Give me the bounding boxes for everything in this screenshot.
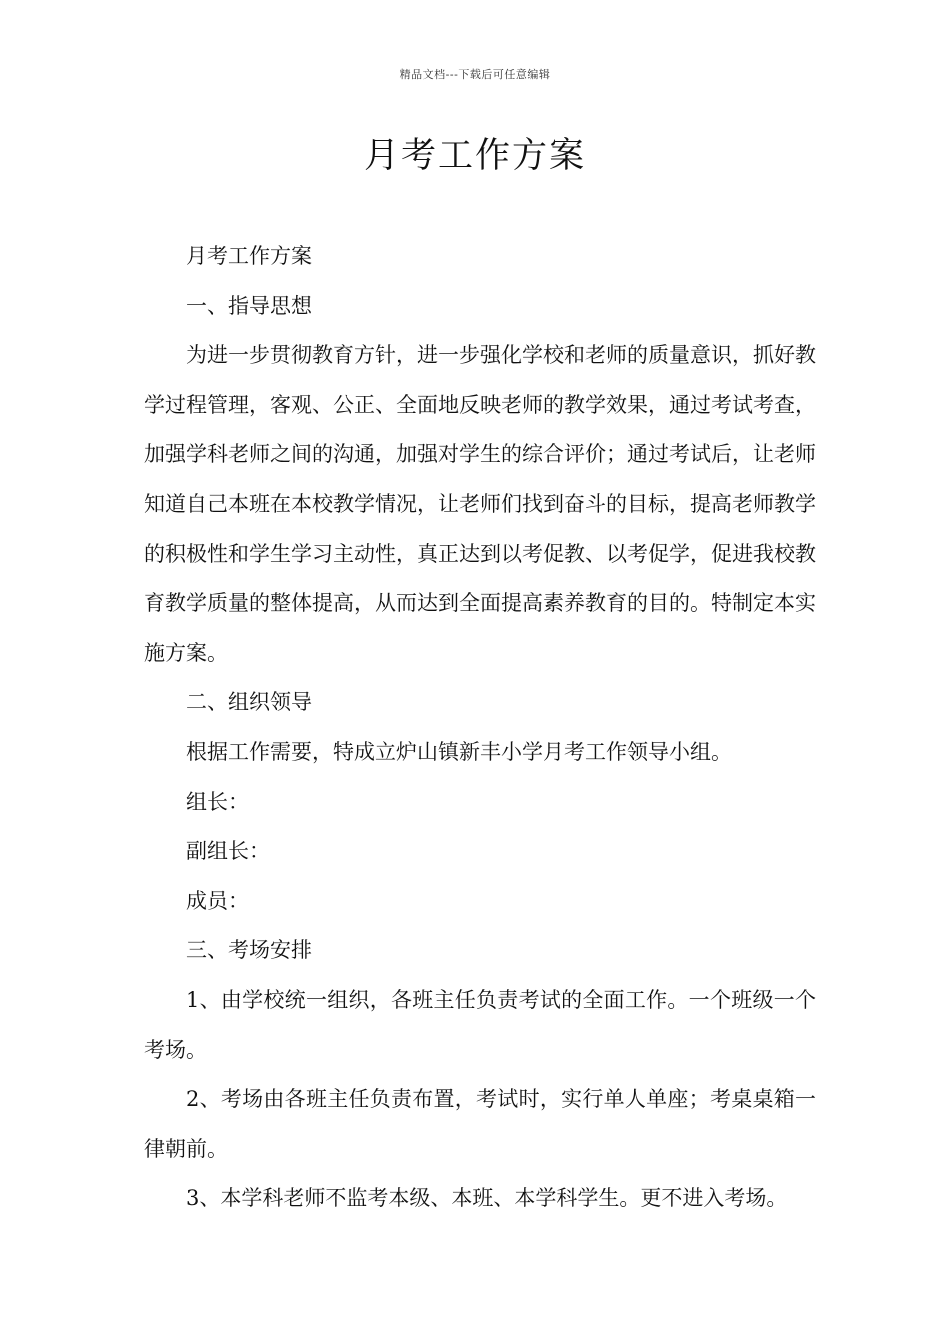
header-note: 精品文档---下载后可任意编辑 bbox=[399, 68, 551, 81]
paragraph-group-leader: 组长： bbox=[186, 789, 249, 814]
section-heading-guiding-idea: 一、指导思想 bbox=[186, 293, 312, 318]
section-heading-organization: 二、组织领导 bbox=[186, 690, 312, 715]
document-body bbox=[144, 232, 816, 1224]
document-title: 月考工作方案 bbox=[363, 136, 586, 176]
paragraph-subtitle: 月考工作方案 bbox=[186, 244, 312, 268]
paragraph-members: 成员： bbox=[186, 888, 249, 913]
paragraph-guiding-idea: 为进一步贯彻教育方针，进一步强化学校和老师的质量意识，抓好教学过程管理，客观、公正、全面地反映老师的教学效果，通过考试考查，加强学科老师之间的沟通，加强对学生的综合评价；通过考试后，让老师知道自己本班在本校教学情况，让老师们找到奋斗的目标，提高老师教学的积极性和学生学习主动性，真正达到以考促教、以考促学，促进我校教育教学质量的整体提高，从而达到全面提高素养教育的目的。特制定本实施方案。 bbox=[144, 343, 816, 665]
paragraph-exam-rule-3: 3、本学科老师不监考本级、本班、本学科学生。更不进入考场。 bbox=[186, 1186, 788, 1211]
paragraph-deputy-leader: 副组长： bbox=[186, 839, 270, 864]
paragraph-exam-rule-2: 2、考场由各班主任负责布置，考试时，实行单人单座；考桌桌箱一律朝前。 bbox=[144, 1087, 816, 1161]
paragraph-exam-rule-1: 1、由学校统一组织，各班主任负责考试的全面工作。一个班级一个考场。 bbox=[144, 987, 816, 1062]
paragraph-organization: 根据工作需要，特成立炉山镇新丰小学月考工作领导小组。 bbox=[186, 739, 732, 764]
section-heading-exam-rooms: 三、考场安排 bbox=[186, 938, 312, 963]
